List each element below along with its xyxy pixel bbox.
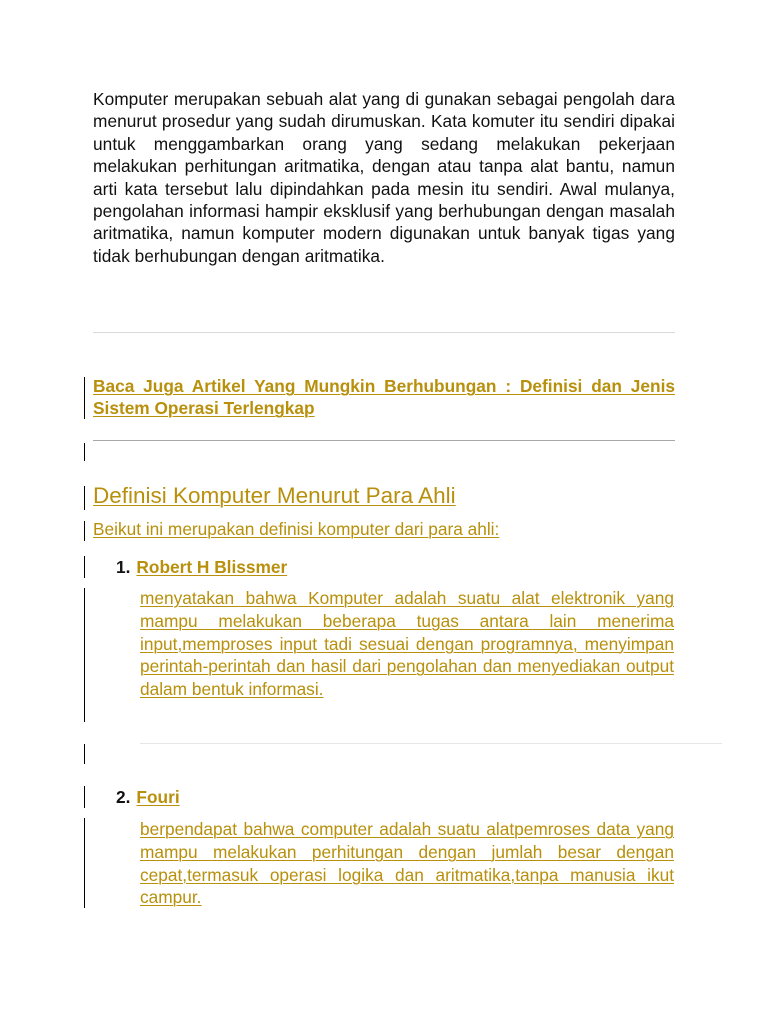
divider-top — [93, 332, 675, 333]
expert-item-1-heading — [116, 556, 287, 578]
expert-item-1-description[interactable]: menyatakan bahwa Komputer adalah suatu alat elektronik yang mampu melakukan beberapa tugas antara lain menerima input,memproses input tadi sesuai dengan programnya, menyimpan perintah-perintah dan hasil dari pengolahan dan menyediakan output dalam bentuk informasi. — [140, 588, 674, 700]
divider-between-items — [140, 743, 722, 744]
intro-paragraph: Komputer merupakan sebuah alat yang di gunakan sebagai pengolah dara menurut prosedur yang sudah dirumuskan. Kata komuter itu sendiri dipakai untuk menggambarkan orang yang sedang melakukan pekerjaan melakukan perhitungan aritmatika, dengan atau tanpa alat bantu, namun arti kata tersebut lalu dipindahkan pada mesin itu sendiri. Awal mulanya, pengolahan informasi hampir eksklusif yang berhubungan dengan masalah aritmatika, namun komputer modern digunakan untuk banyak tigas yang tidak berhubungan dengan aritmatika. — [93, 89, 675, 266]
expert-item-2-number: 2. — [116, 787, 131, 807]
related-article-block — [93, 375, 675, 420]
divider-related — [93, 440, 675, 441]
quote-bar-empty — [84, 443, 85, 461]
quote-bar-item-1 — [84, 556, 85, 578]
section-title[interactable]: Definisi Komputer Menurut Para Ahli — [93, 483, 456, 508]
quote-bar-desc-2 — [84, 818, 85, 908]
quote-bar-subtitle — [84, 521, 85, 541]
expert-item-2-heading — [116, 786, 180, 808]
quote-bar-related — [84, 377, 85, 419]
quote-bar-item-2 — [84, 786, 85, 808]
expert-item-2-name-link[interactable]: Fouri — [136, 787, 180, 807]
quote-bar-desc-1 — [84, 588, 85, 722]
expert-item-1-number: 1. — [116, 557, 131, 577]
section-subtitle[interactable]: Beikut ini merupakan definisi komputer dari para ahli: — [93, 519, 500, 539]
quote-bar-gap — [84, 744, 85, 764]
expert-item-2-description[interactable]: berpendapat bahwa computer adalah suatu alatpemroses data yang mampu melakukan perhitungan dengan jumlah besar dengan cepat,termasuk operasi logika dan aritmatika,tanpa manusia ikut campur. — [140, 819, 674, 908]
quote-bar-title — [84, 486, 85, 510]
expert-item-1-name-link[interactable]: Robert H Blissmer — [136, 557, 288, 577]
related-article-link[interactable]: Baca Juga Artikel Yang Mungkin Berhubungan : Definisi dan Jenis Sistem Operasi Terlengkap — [93, 376, 675, 419]
